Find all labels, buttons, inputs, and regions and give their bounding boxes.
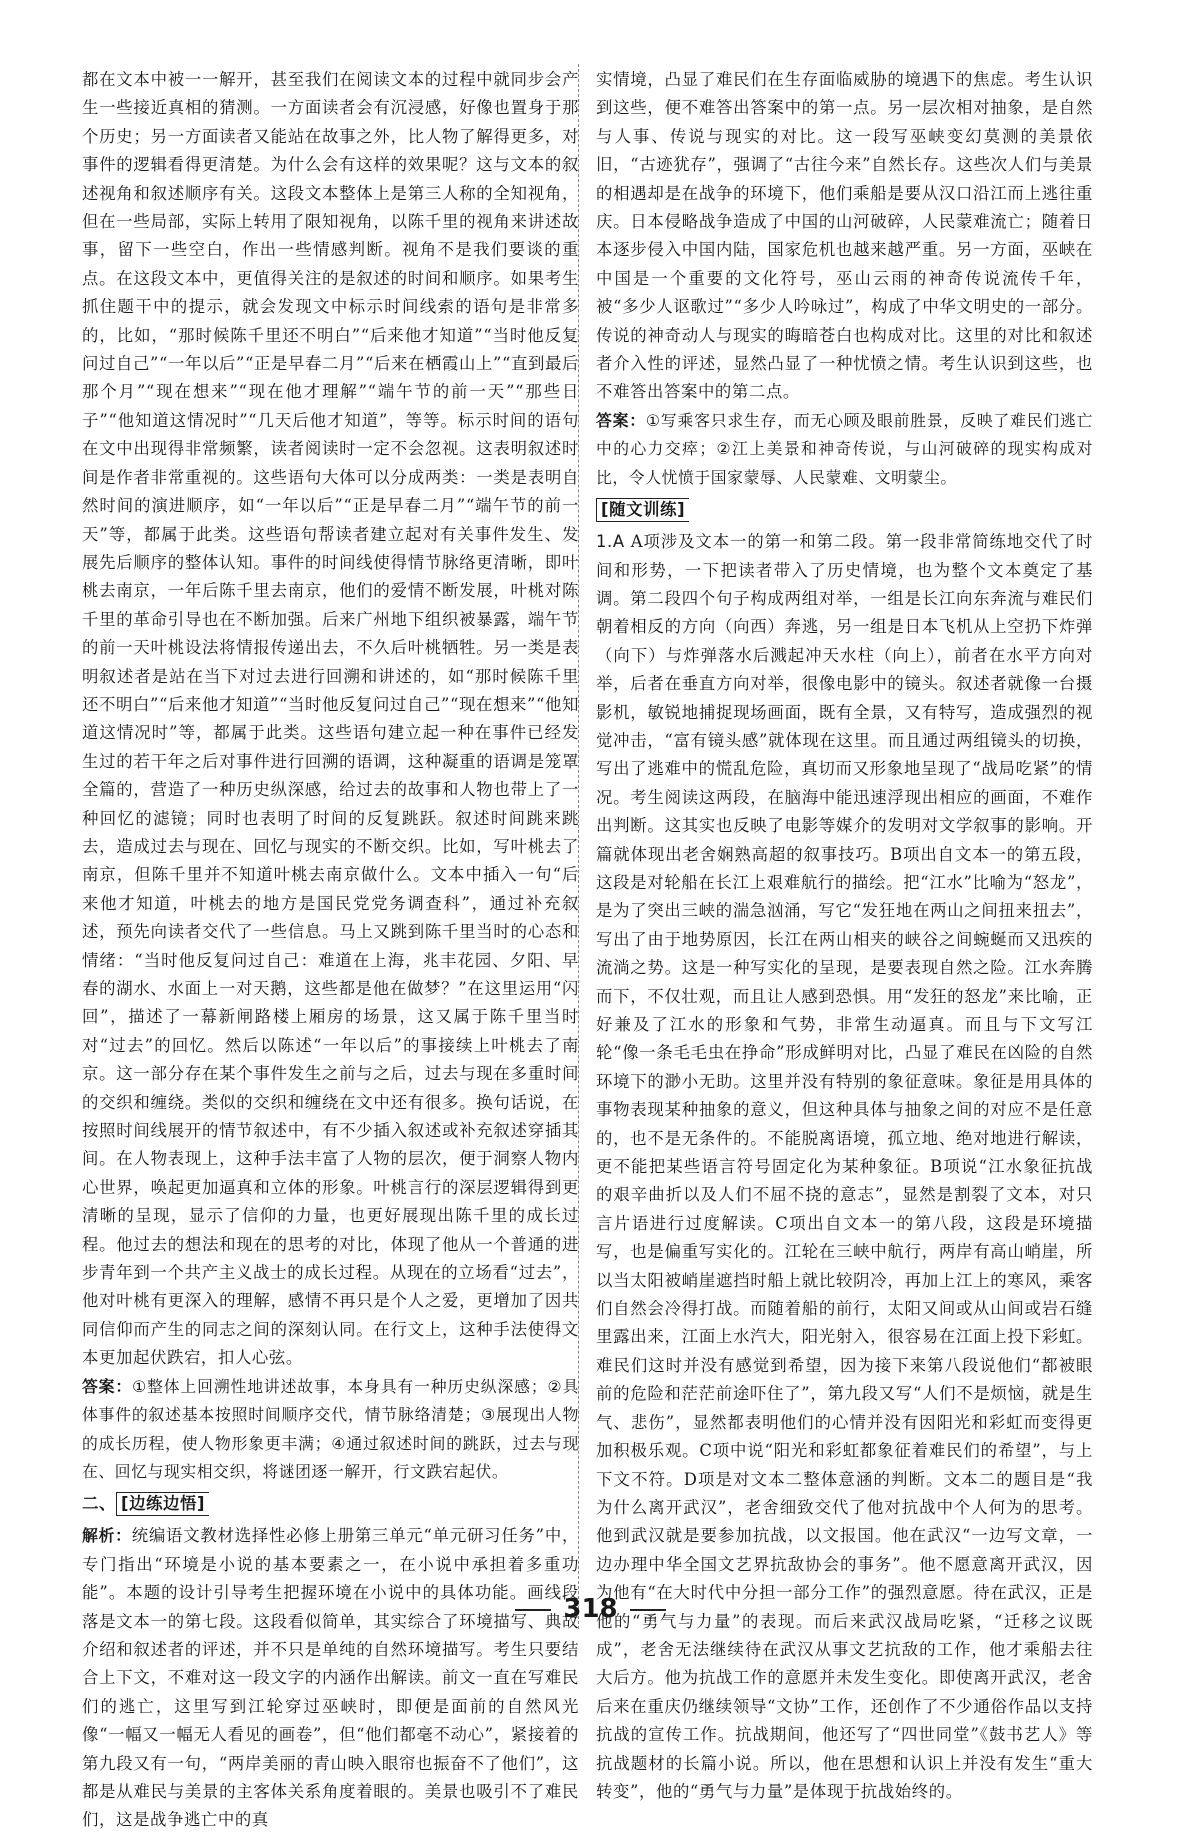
section-title: 随文训练	[609, 500, 678, 520]
right-column	[596, 66, 1093, 1806]
jiexi-text: 统编语文教材选择性必修上册第三单元“单元研习任务”中，专门指出“环境是小说的基本要素之一，在小说中承担着多重功能”。本题的设计引导考生把握环境在小说中的具体功能。画线段落是文本一的第七段。这段看似简单，其实综合了环境描写、典故介绍和叙述者的评述，并不只是单纯的自然环境描写。考生只要结合上下文，不难对这一段文字的内涵作出解读。前文一直在写难民们的逃亡，这里写到江轮穿过巫峡时，即便是面前的自然风光像“一幅又一幅无人看见的画卷”，但“他们都毫不动心”，紧接着的第九段又有一句，“两岸美丽的青山映入眼帘也振奋不了他们”，这都是从难民与美景的主客体关系角度着眼的。美景也吸引不了难民们，这是战争逃亡中的真	[82, 1526, 579, 1830]
answer-text: ①整体上回溯性地讲述故事，本身具有一种历史纵深感；②具体事件的叙述基本按照时间顺序交代，情节脉络清楚；③展现出人物的成长历程，使人物形象更丰满；④通过叙述时间的跳跃，过去与现在、回忆与现实相交织，将谜团逐一解开，行文跌宕起伏。	[82, 1376, 579, 1481]
answer-text: ①写乘客只求生存，而无心顾及眼前胜景，反映了难民们逃亡中的心力交瘁；②江上美景和神奇传说，与山河破碎的现实构成对比，令人忧愤于国家蒙辱、人民蒙难、文明蒙尘。	[596, 410, 1093, 487]
analysis-paragraph-continued: 实情境，凸显了难民们在生存面临威胁的境遇下的焦虑。考生认识到这些，便不难答出答案中的第一点。另一层次相对抽象，是自然与人事、传说与现实的对比。这一段写巫峡变幻莫测的美景依旧，“古迹犹存”，强调了“古往今来”自然长存。这些次人们与美景的相遇却是在战争的环境下，他们乘船是要从汉口沿江而上逃往重庆。日本侵略战争造成了中国的山河破碎，人民蒙难流亡；随着日本逐步侵入中国内陆，国家危机也越来越严重。另一方面，巫峡在中国是一个重要的文化符号，巫山云雨的神奇传说流传千年，被“多少人讴歌过”“多少人吟咏过”，构成了中华文明史的一部分。传说的神奇动人与现实的晦暗苍白也构成对比。这里的对比和叙述者介入性的评述，显然凸显了一种忧愤之情。考生认识到这些，也不难答出答案中的第二点。	[596, 70, 1093, 402]
answer-label: 答案：	[596, 410, 646, 430]
jiexi-label: 解析：	[82, 1526, 132, 1546]
answer-block-2	[596, 407, 1093, 492]
section-title-box: [边练边悟]	[116, 1492, 209, 1516]
jiexi-block	[82, 1522, 579, 1834]
section-header-training	[596, 494, 1093, 526]
analysis-paragraph: 都在文本中被一一解开，甚至我们在阅读文本的过程中就同步会产生一些接近真相的猜测。一方面读者会有沉浸感，好像也置身于那个历史；另一方面读者又能站在故事之外，比人物了解得更多，对事件的逻辑看得更清楚。为什么会有这样的效果呢？这与文本的叙述视角和叙述顺序有关。这段文本整体上是第三人称的全知视角，但在一些局部，实际上转用了限知视角，以陈千里的视角来讲述故事，留下一些空白，作出一些情感判断。视角不是我们要谈的重点。在这段文本中，更值得关注的是叙述的时间和顺序。如果考生抓住题干中的提示，就会发现文中标示时间线索的语句是非常多的，比如，“那时候陈千里还不明白”“后来他才知道”“当时他反复问过自己”“一年以后”“正是早春二月”“后来在栖霞山上”“直到最后那个月”“现在想来”“现在他才理解”“端午节的前一天”“那些日子”“他知道这情况时”“几天后他才知道”，等等。标示时间的语句在文中出现得非常频繁，读者阅读时一定不会忽视。这表明叙述时间是作者非常重视的。这些语句大体可以分成两类：一类是表明自然时间的演进顺序，如“一年以后”“正是早春二月”“端午节的前一天”等，都属于此类。这些语句帮读者建立起对有关事件发生、发展先后顺序的整体认知。事件的时间线使得情节脉络更清晰，即叶桃去南京，一年后陈千里去南京，他们的爱情不断发展，叶桃对陈千里的革命引导也在不断加强。后来广州地下组织被暴露，端午节的前一天叶桃设法将情报传递出去，不久后叶桃牺牲。另一类是表明叙述者是站在当下对过去进行回溯和讲述的，如“那时候陈千里还不明白”“后来他才知道”“当时他反复问过自己”“现在想来”“他知道这情况时”等，都属于此类。这些语句建立起一种在事件已经发生过的若干年之后对事件进行回溯的语调，这种凝重的语调是笼罩全篇的，营造了一种历史纵深感，给过去的故事和人物也带上了一种回忆的滤镜；同时也表明了时间的反复跳跃。叙述时间跳来跳去，造成过去与现在、回忆与现实的不断交织。比如，写叶桃去了南京，但陈千里并不知道叶桃去南京做什么。文本中插入一句“后来他才知道，叶桃去的地方是国民党党务调查科”，通过补充叙述，预先向读者交代了一些信息。马上又跳到陈千里当时的心态和情绪：“当时他反复问过自己：难道在上海，兆丰花园、夕阳、早春的湖水、水面上一对天鹅，这些都是他在做梦？”在这里运用“闪回”，描述了一幕新闸路楼上厢房的场景，这又属于陈千里当时对“过去”的回忆。然后以陈述“一年以后”的事接续上叶桃去了南京。这一部分存在某个事件发生之前与之后，过去与现在多重时间的交织和缠绕。类似的交织和缠绕在文中还有很多。换句话说，在按照时间线展开的情节叙述中，有不少插入叙述或补充叙述穿插其间。在人物表现上，这种手法丰富了人物的层次，便于洞察人物内心世界，唤起更加逼真和立体的形象。叶桃言行的深层逻辑得到更清晰的呈现，显示了信仰的力量，也更好展现出陈千里的成长过程。他过去的想法和现在的思考的对比，体现了他从一个普通的进步青年到一个共产主义战士的成长过程。从现在的立场看“过去”，他对叶桃有更深入的理解，感情不再只是个人之爱，更增加了因共同信仰而产生的同志之间的深刻认同。在行文上，这种手法使得文本更加起伏跌宕，扣人心弦。	[82, 70, 579, 1368]
section-title: 边练边悟	[129, 1494, 198, 1514]
answer-label: 答案：	[82, 1376, 133, 1396]
footer-dash-right	[630, 1609, 666, 1611]
item-1-number: 1.A	[596, 532, 625, 552]
section-header-2	[82, 1488, 579, 1520]
page-number-footer	[0, 1594, 1181, 1624]
left-column	[82, 66, 579, 1835]
section-number: 二、	[82, 1494, 116, 1514]
item-1-text: A项涉及文本一的第一和第二段。第一段非常简练地交代了时间和形势，一下把读者带入了历史情境，也为整个文本奠定了基调。第二段四个句子构成两组对举，一组是长江向东奔流与难民们朝着相反的方向（向西）奔逃，另一组是日本飞机从上空扔下炸弹（向下）与炸弹落水后溅起冲天水柱（向上），前者在水平方向对举，后者在垂直方向对举，很像电影中的镜头。叙述者就像一台摄影机，敏锐地捕捉现场画面，既有全景，又有特写，造成强烈的视觉冲击，“富有镜头感”就体现在这里。而且通过两组镜头的切换，写出了逃难中的慌乱危险，真切而又形象地呈现了“战局吃紧”的情况。考生阅读这两段，在脑海中能迅速浮现出相应的画面，不难作出判断。这其实也反映了电影等媒介的发明对文学叙事的影响。开篇就体现出老舍娴熟高超的叙事技巧。B项出自文本一的第五段，这段是对轮船在长江上艰难航行的描绘。把“江水”比喻为“怒龙”，是为了突出三峡的湍急汹涌，写它“发狂地在两山之间扭来扭去”，写出了由于地势原因，长江在两山相夹的峡谷之间蜿蜒而又迅疾的流淌之势。这是一种写实化的呈现，是要表现自然之险。江水奔腾而下，不仅壮观，而且让人感到恐惧。用“发狂的怒龙”来比喻，正好兼及了江水的形象和气势，非常生动逼真。而且与下文写江轮“像一条毛毛虫在挣命”形成鲜明对比，凸显了难民在凶险的自然环境下的渺小无助。这里并没有特别的象征意味。象征是用具体的事物表现某种抽象的意义，但这种具体与抽象之间的对应不是任意的，也不是无条件的。不能脱离语境，孤立地、绝对地进行解读，更不能把某些语言符号固定化为某种象征。B项说“江水象征抗战的艰辛曲折以及人们不屈不挠的意志”，显然是割裂了文本，对只言片语进行过度解读。C项出自文本一的第八段，这段是环境描写，也是偏重写实化的。江轮在三峡中航行，两岸有高山峭崖，所以当太阳被峭崖遮挡时船上就比较阴冷，再加上江上的寒风，乘客们自然会冷得打战。而随着船的前行，太阳又间或从山间或岩石缝里露出来，江面上水汽大，阳光射入，很容易在江面上投下彩虹。难民们这时并没有感觉到希望，因为接下来第八段说他们“都被眼前的危险和茫茫前途吓住了”，第九段又写“人们不是烦恼，就是生气、悲伤”，显然都表明他们的心情并没有因阳光和彩虹而变得更加积极乐观。C项中说“阳光和彩虹都象征着难民们的希望”，与上下文不符。D项是对文本二整体意涵的判断。文本二的题目是“我为什么离开武汉”，老舍细致交代了他对抗战中个人何为的思考。他到武汉就是要参加抗战，以文报国。他在武汉“一边写文章，一边办理中华全国文艺界抗敌协会的事务”。他不愿意离开武汉，因为他有“在大时代中分担一部分工作”的强烈意愿。待在武汉，正是他的“勇气与力量”的表现。而后来武汉战局吃紧，“迁移之议既成”，老舍无法继续待在武汉从事文艺抗敌的工作，他才乘船去往大后方。他为抗战工作的意愿并未发生变化。即使离开武汉，老舍后来在重庆仍继续领导“文协”工作，还创作了不少通俗作品以支持抗战的宣传工作。抗战期间，他还写了“四世同堂”《鼓书艺人》等抗战题材的长篇小说。所以，他在思想和认识上并没有发生“重大转变”，他的“勇气与力量”是体现于抗战始终的。	[596, 532, 1093, 1801]
section-title-box: [随文训练]	[596, 498, 689, 522]
answer-block	[82, 1373, 579, 1487]
footer-dash-left	[515, 1609, 551, 1611]
page-number: 318	[563, 1594, 618, 1624]
